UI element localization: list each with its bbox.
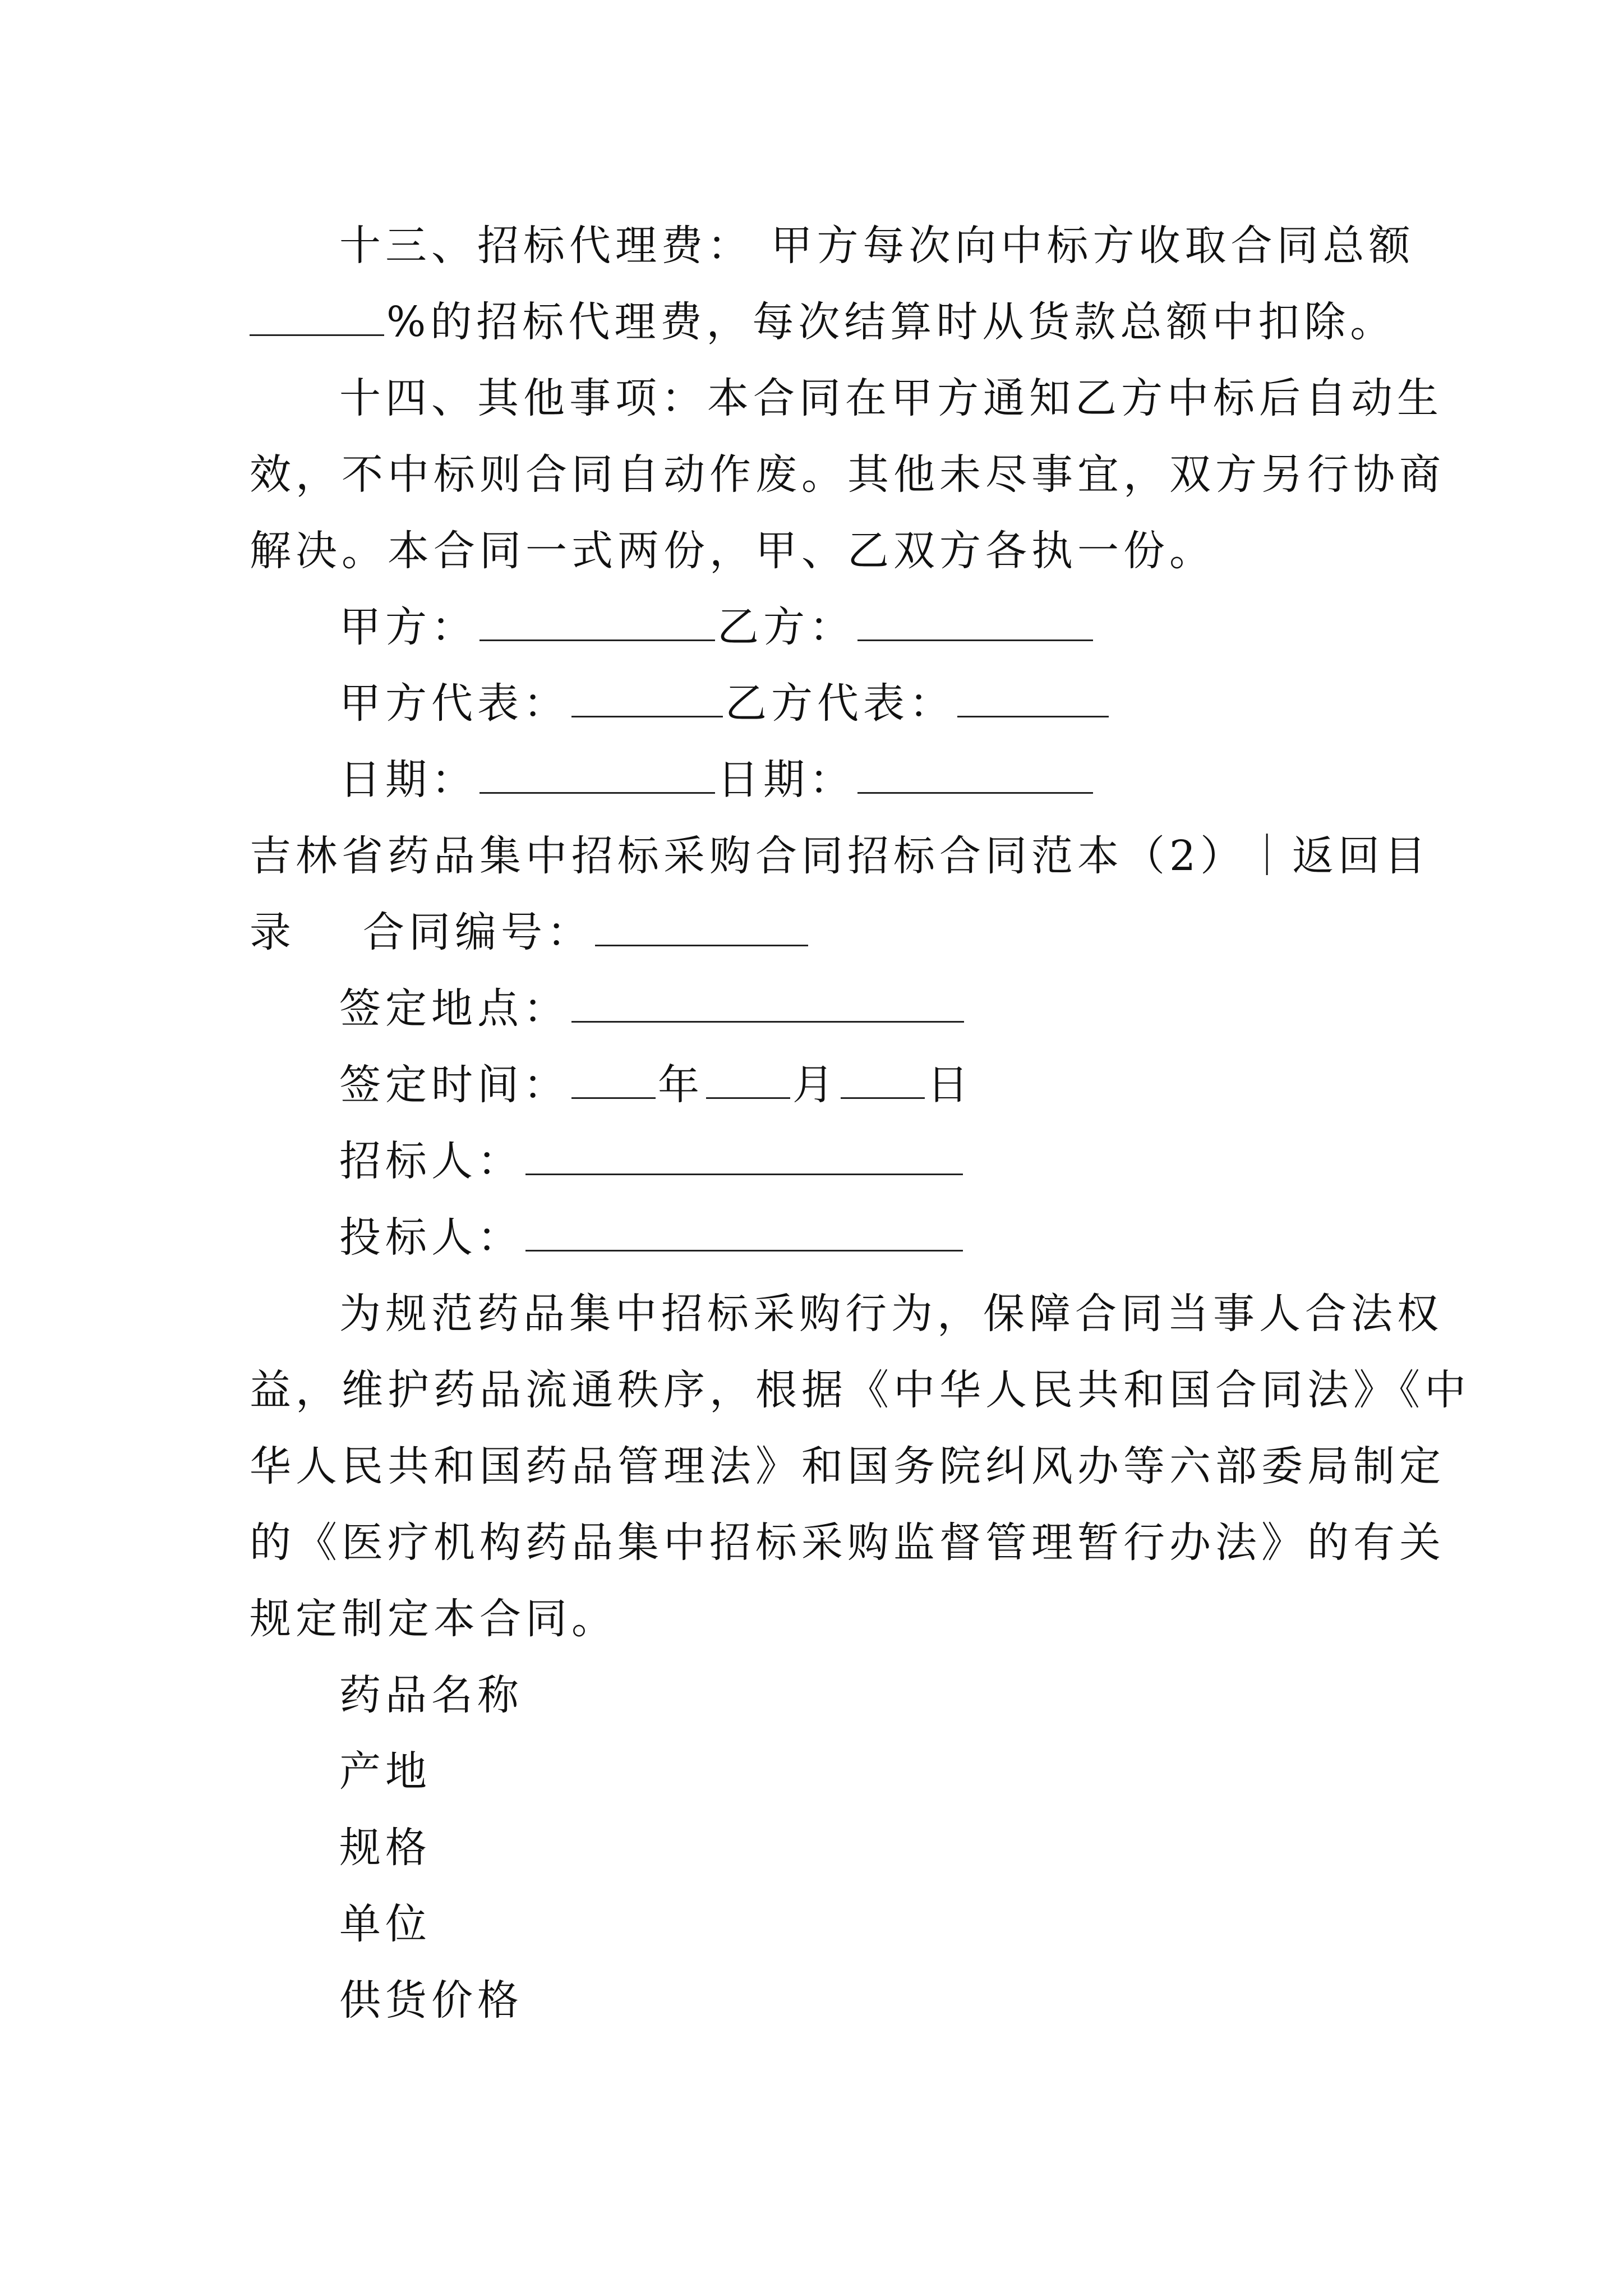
preamble-text: 规定制定本合同。	[250, 1595, 617, 1643]
table-field-label	[250, 1962, 1394, 2039]
year-label: 年	[658, 1061, 704, 1109]
paragraph-line	[250, 360, 1443, 436]
paragraph-line	[250, 208, 1415, 284]
blank-field	[525, 1214, 963, 1251]
blank-field	[479, 604, 715, 641]
paragraph-line	[250, 1581, 1394, 1657]
sign-time-label: 签定时间：	[339, 1061, 569, 1109]
date-a-label: 日期：	[339, 756, 477, 804]
table-field-label	[250, 1886, 1394, 1962]
table-field-label	[250, 1733, 1394, 1810]
blank-field	[857, 756, 1093, 794]
clause-14-end: 解决。本合同一式两份，甲、乙双方各执一份。	[250, 527, 1215, 575]
tenderer-line	[250, 1123, 1394, 1199]
blank-field	[479, 756, 715, 794]
blank-field	[841, 1061, 925, 1099]
contract-number-line	[250, 894, 1394, 970]
contract-number-label: 合同编号：	[363, 908, 593, 956]
sign-place-line	[250, 970, 1394, 1047]
blank-field	[250, 298, 384, 336]
date-b-label: 日期：	[717, 756, 855, 804]
signature-line-party	[250, 589, 1394, 665]
tenderer-label: 招标人：	[339, 1137, 523, 1185]
preamble-text: 的《医疗机构药品集中招标采购监督管理暂行办法》的有关	[250, 1519, 1445, 1567]
preamble-text: 华人民共和国药品管理法》和国务院纠风办等六部委局制定	[250, 1442, 1445, 1490]
paragraph-line	[250, 436, 1445, 513]
blank-field	[857, 604, 1093, 641]
blank-field	[525, 1138, 963, 1175]
paragraph-line	[250, 1504, 1445, 1581]
signature-line-date	[250, 742, 1394, 818]
paragraph-line	[250, 513, 1394, 589]
section-title-end: 录	[250, 908, 296, 956]
rep-a-label: 甲方代表：	[339, 679, 569, 728]
paragraph-line	[250, 1276, 1443, 1352]
blank-field	[595, 909, 808, 946]
paragraph-line	[250, 1352, 1470, 1428]
preamble-text: 益，维护药品流通秩序，根据《中华人民共和国合同法》《中	[250, 1366, 1470, 1414]
bidder-line	[250, 1199, 1394, 1276]
paragraph-line	[250, 1428, 1445, 1504]
blank-field	[571, 1061, 656, 1099]
clause-13-continued: %的招标代理费，每次结算时从货款总额中扣除。	[386, 298, 1396, 346]
sign-time-line	[250, 1047, 1394, 1123]
unit-label: 单位	[339, 1900, 431, 1948]
spec-label: 规格	[339, 1824, 431, 1872]
bidder-label: 投标人：	[339, 1213, 523, 1262]
blank-field	[571, 985, 964, 1023]
party-a-label: 甲方：	[339, 603, 477, 651]
clause-13-text: 十三、招标代理费： 甲方每次向中标方收取合同总额	[339, 222, 1415, 270]
origin-label: 产地	[339, 1747, 431, 1796]
table-field-label	[250, 1657, 1394, 1733]
party-b-label: 乙方：	[717, 603, 855, 651]
section-title: 吉林省药品集中招标采购合同招标合同范本（2）｜返回目	[250, 832, 1431, 880]
section-title-line	[250, 818, 1431, 894]
supply-price-label: 供货价格	[339, 1976, 523, 2024]
drug-name-label: 药品名称	[339, 1671, 523, 1719]
signature-line-rep	[250, 665, 1394, 742]
preamble-text: 为规范药品集中招标采购行为，保障合同当事人合法权	[339, 1290, 1443, 1338]
clause-14-continued: 效，不中标则合同自动作废。其他未尽事宜，双方另行协商	[250, 450, 1445, 499]
paragraph-line	[250, 284, 1394, 360]
table-field-label	[250, 1810, 1394, 1886]
blank-field	[706, 1061, 790, 1099]
rep-b-label: 乙方代表：	[725, 679, 955, 728]
blank-field	[957, 680, 1109, 717]
day-label: 日	[927, 1061, 973, 1109]
blank-field	[571, 680, 723, 717]
clause-14-text: 十四、其他事项：本合同在甲方通知乙方中标后自动生	[339, 374, 1443, 422]
sign-place-label: 签定地点：	[339, 984, 569, 1033]
month-label: 月	[792, 1061, 838, 1109]
